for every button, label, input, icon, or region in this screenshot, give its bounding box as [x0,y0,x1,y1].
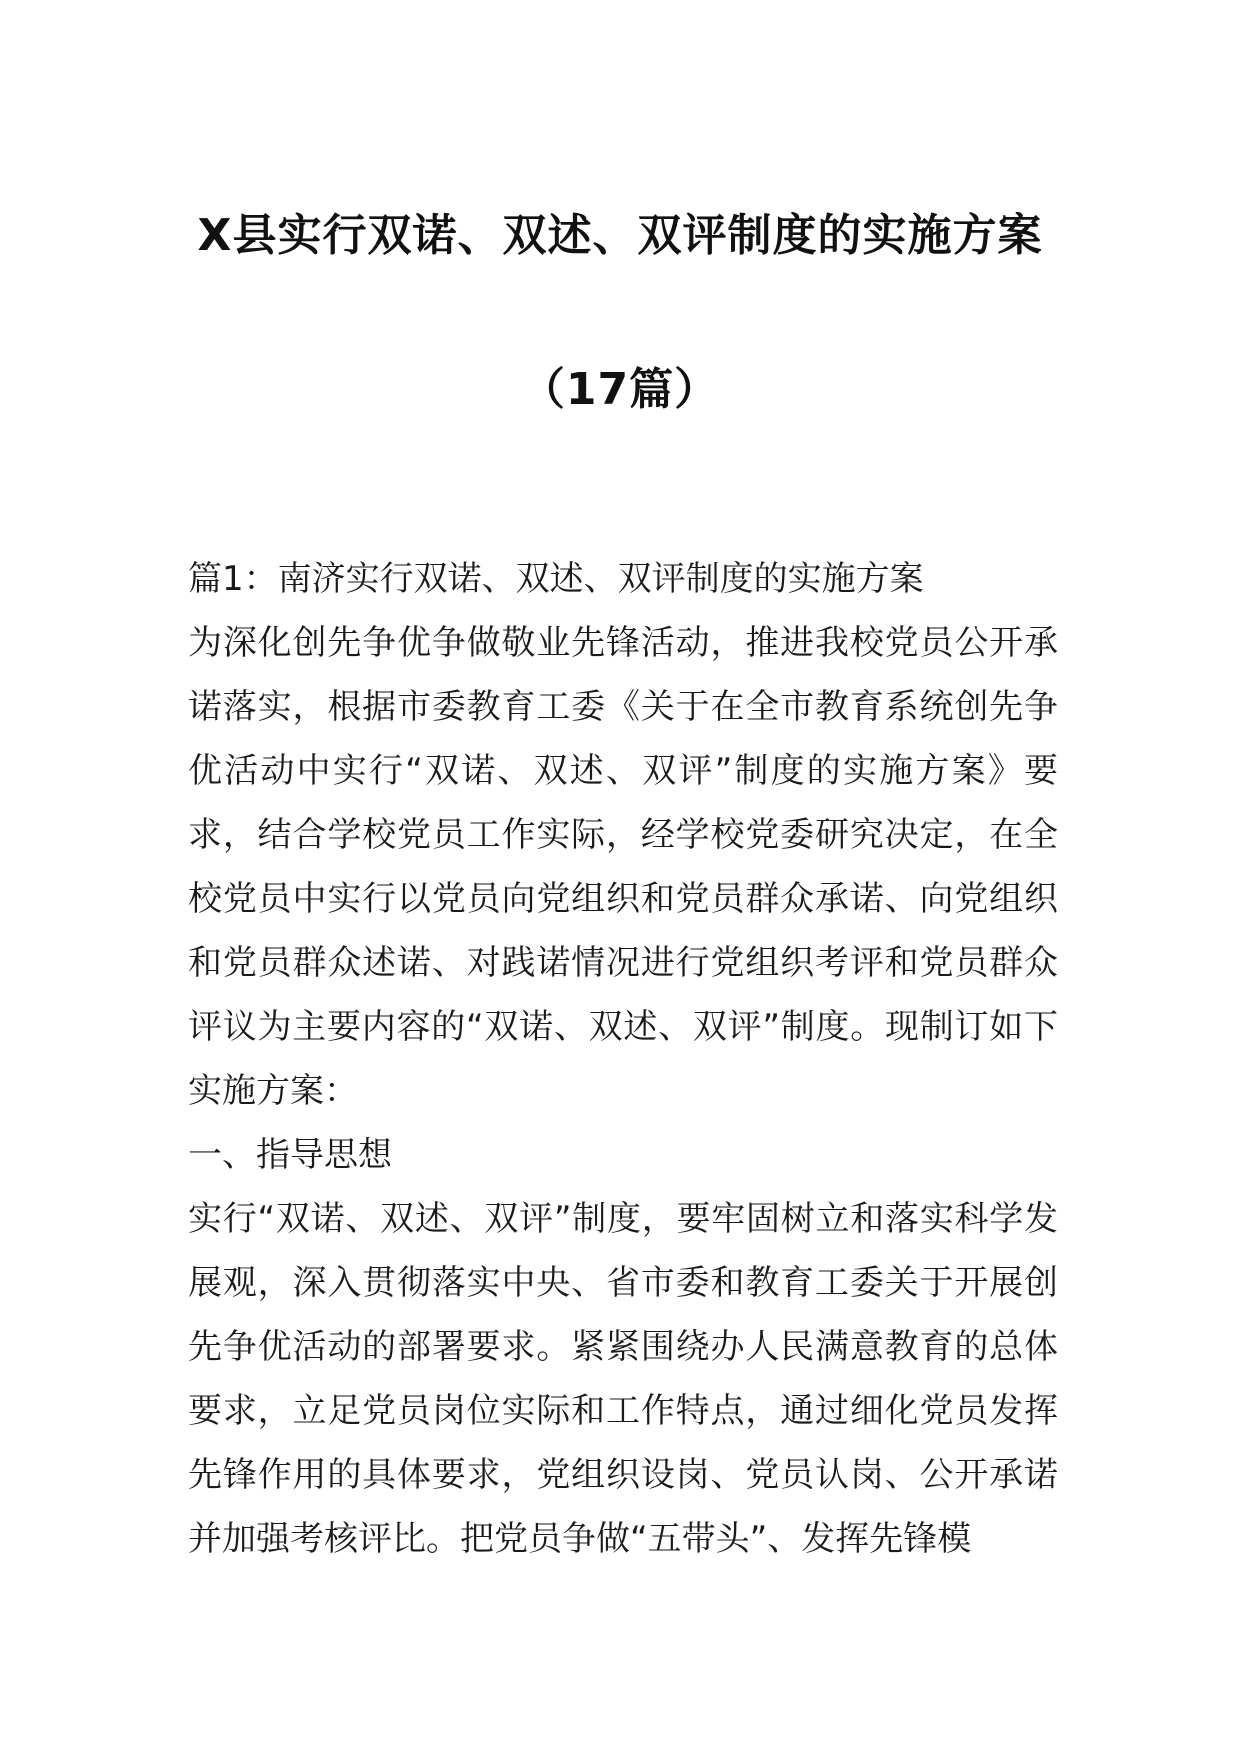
document-title: X县实行双诺、双述、双评制度的实施方案 [197,210,1043,261]
document-subtitle-count: （17篇） [520,364,720,415]
intro-paragraph: 为深化创先争优争做敬业先锋活动，推进我校党员公开承诺落实，根据市委教育工委《关于在全市教育系统创先争优活动中实行“双诺、双述、双评”制度的实施方案》要求，结合学校党员工作实际，经学校党委研究决定，在全校党员中实行以党员向党组织和党员群众承诺、向党组织和党员群众述诺、对践诺情况进行党组织考评和党员群众评议为主要内容的“双诺、双述、双评”制度。现制订如下实施方案： [188,623,1058,1111]
document-body [188,547,1058,1571]
section-heading: 篇1：南济实行双诺、双述、双评制度的实施方案 [188,559,924,599]
guiding-ideology-paragraph: 实行“双诺、双述、双评”制度，要牢固树立和落实科学发展观，深入贯彻落实中央、省市委和教育工委关于开展创先争优活动的部署要求。紧紧围绕办人民满意教育的总体要求，立足党员岗位实际和工作特点，通过细化党员发挥先锋作用的具体要求，党组织设岗、党员认岗、公开承诺并加强考核评比。把党员争做“五带头”、发挥先锋模 [188,1199,1058,1559]
subheading-guiding-ideology: 一、指导思想 [188,1135,392,1175]
